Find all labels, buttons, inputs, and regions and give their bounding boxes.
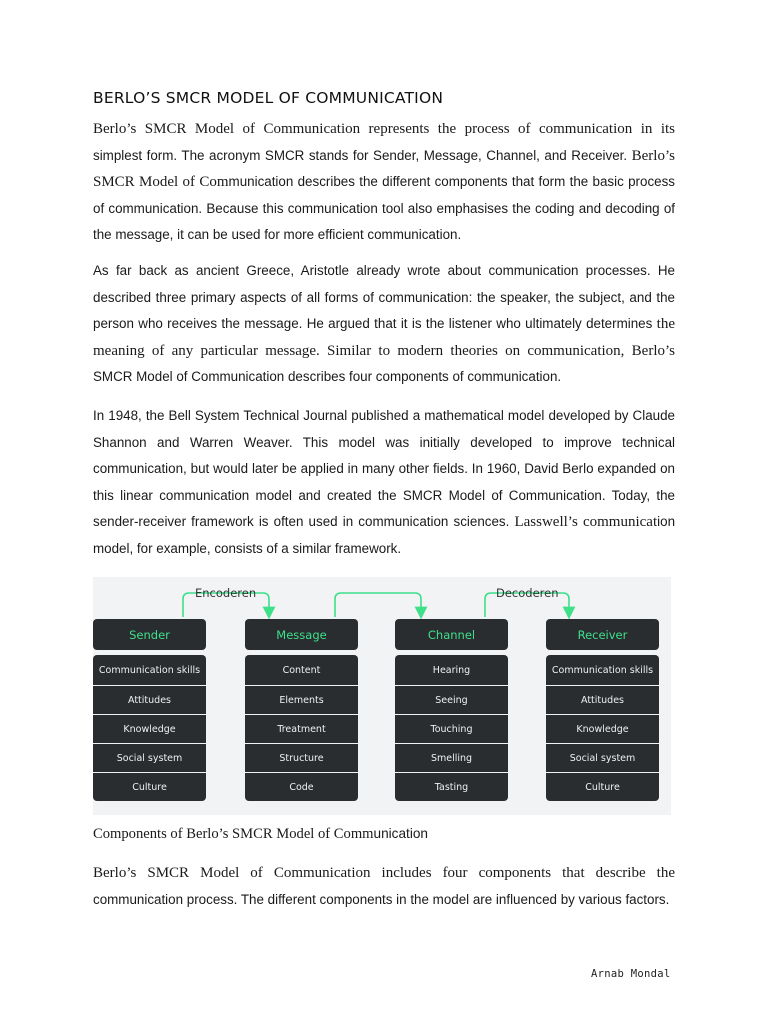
history-tail: ion model, for example, consists of a similar framework. bbox=[93, 514, 676, 556]
column-item: Content bbox=[245, 655, 358, 686]
column-item: Seeing bbox=[395, 686, 508, 715]
column-header: Receiver bbox=[546, 619, 659, 650]
subheading-tail: unication bbox=[373, 826, 428, 841]
column-header: Channel bbox=[395, 619, 508, 650]
aristotle-tail: SMCR Model of Communication describes four components of communication. bbox=[93, 369, 562, 385]
column-header: Message bbox=[245, 619, 358, 650]
aristotle-paragraph bbox=[93, 258, 675, 391]
column-item: Social system bbox=[93, 744, 206, 773]
history-lead: In 1948, the Bell System Technical Journal published a mathematical model developed by Claude Shannon and Warren Weaver. This model was initially developed to improve technical communication, but would later be applied in many other fields. In 1960, David Berlo expanded on this linear communication model and created the SMCR Model of Communication. Today, the sender-receiver framework is often used in communication sciences. bbox=[93, 408, 675, 530]
column-items bbox=[546, 655, 659, 801]
column-receiver bbox=[546, 619, 659, 801]
column-item: Communication skills bbox=[546, 655, 659, 686]
components-paragraph bbox=[93, 860, 675, 913]
column-items bbox=[395, 655, 508, 801]
components-serif: Berlo’s SMCR Model of Communication includes four components that describe the bbox=[93, 865, 675, 881]
encode-label: Encoderen bbox=[195, 586, 257, 600]
column-item: Knowledge bbox=[93, 715, 206, 744]
history-serif: Lasswell’s communicat bbox=[514, 514, 658, 531]
aristotle-lead: As far back as ancient Greece, Aristotle already wrote about communication processes. He described three primary aspects of all forms of communication: the speaker, the subject, and the person who receives the message. He argued that it is the listener who ultimately determines bbox=[93, 263, 675, 332]
history-paragraph bbox=[93, 403, 675, 563]
column-message bbox=[245, 619, 358, 801]
column-items bbox=[245, 655, 358, 801]
intro-serif-mid: Berlo’s SMCR Model of Com bbox=[93, 147, 675, 191]
column-item: Attitudes bbox=[546, 686, 659, 715]
column-item: Treatment bbox=[245, 715, 358, 744]
column-item: Structure bbox=[245, 744, 358, 773]
subheading-serif: Components of Berlo’s SMCR Model of Comm bbox=[93, 826, 374, 842]
column-item: Culture bbox=[132, 781, 167, 793]
column-item: Communication skills bbox=[93, 655, 206, 686]
components-tail: communication process. The different components in the model are influenced by various factors. bbox=[93, 891, 670, 907]
column-item: Social system bbox=[546, 744, 659, 773]
message-channel-arrow bbox=[335, 593, 421, 617]
column-items bbox=[93, 655, 206, 801]
intro-rest: munication describes the different components that form the basic process of communication. Because this communication tool also emphasises the coding and decoding of the message, it can be used for more efficient communication. bbox=[93, 174, 675, 243]
column-item: Culture bbox=[585, 781, 620, 793]
column-item: Attitudes bbox=[93, 686, 206, 715]
column-item: Elements bbox=[245, 686, 358, 715]
decode-label: Decoderen bbox=[496, 586, 559, 600]
column-item: Code bbox=[289, 781, 314, 793]
section-subheading bbox=[93, 826, 428, 843]
column-item: Hearing bbox=[395, 655, 508, 686]
column-sender bbox=[93, 619, 206, 801]
column-item: Smelling bbox=[395, 744, 508, 773]
flow-arrows bbox=[93, 577, 671, 622]
smcr-diagram bbox=[93, 577, 671, 815]
column-header: Sender bbox=[93, 619, 206, 650]
column-item: Knowledge bbox=[546, 715, 659, 744]
column-item: Touching bbox=[395, 715, 508, 744]
aristotle-serif: the meaning of any particular message. Similar to modern theories on communication, Berlo’s bbox=[93, 316, 675, 359]
page-title: BERLO’S SMCR MODEL OF COMMUNICATION bbox=[93, 89, 444, 107]
column-item: Tasting bbox=[434, 781, 469, 793]
column-channel bbox=[395, 619, 508, 801]
intro-line2: simplest form. The acronym SMCR stands for Sender, Message, Channel, and Receiver. bbox=[93, 147, 628, 163]
author-signature: Arnab Mondal bbox=[591, 968, 671, 980]
intro-paragraph bbox=[93, 116, 675, 249]
intro-serif-lead: Berlo’s SMCR Model of Communication represents the process of communication in its bbox=[93, 121, 675, 137]
